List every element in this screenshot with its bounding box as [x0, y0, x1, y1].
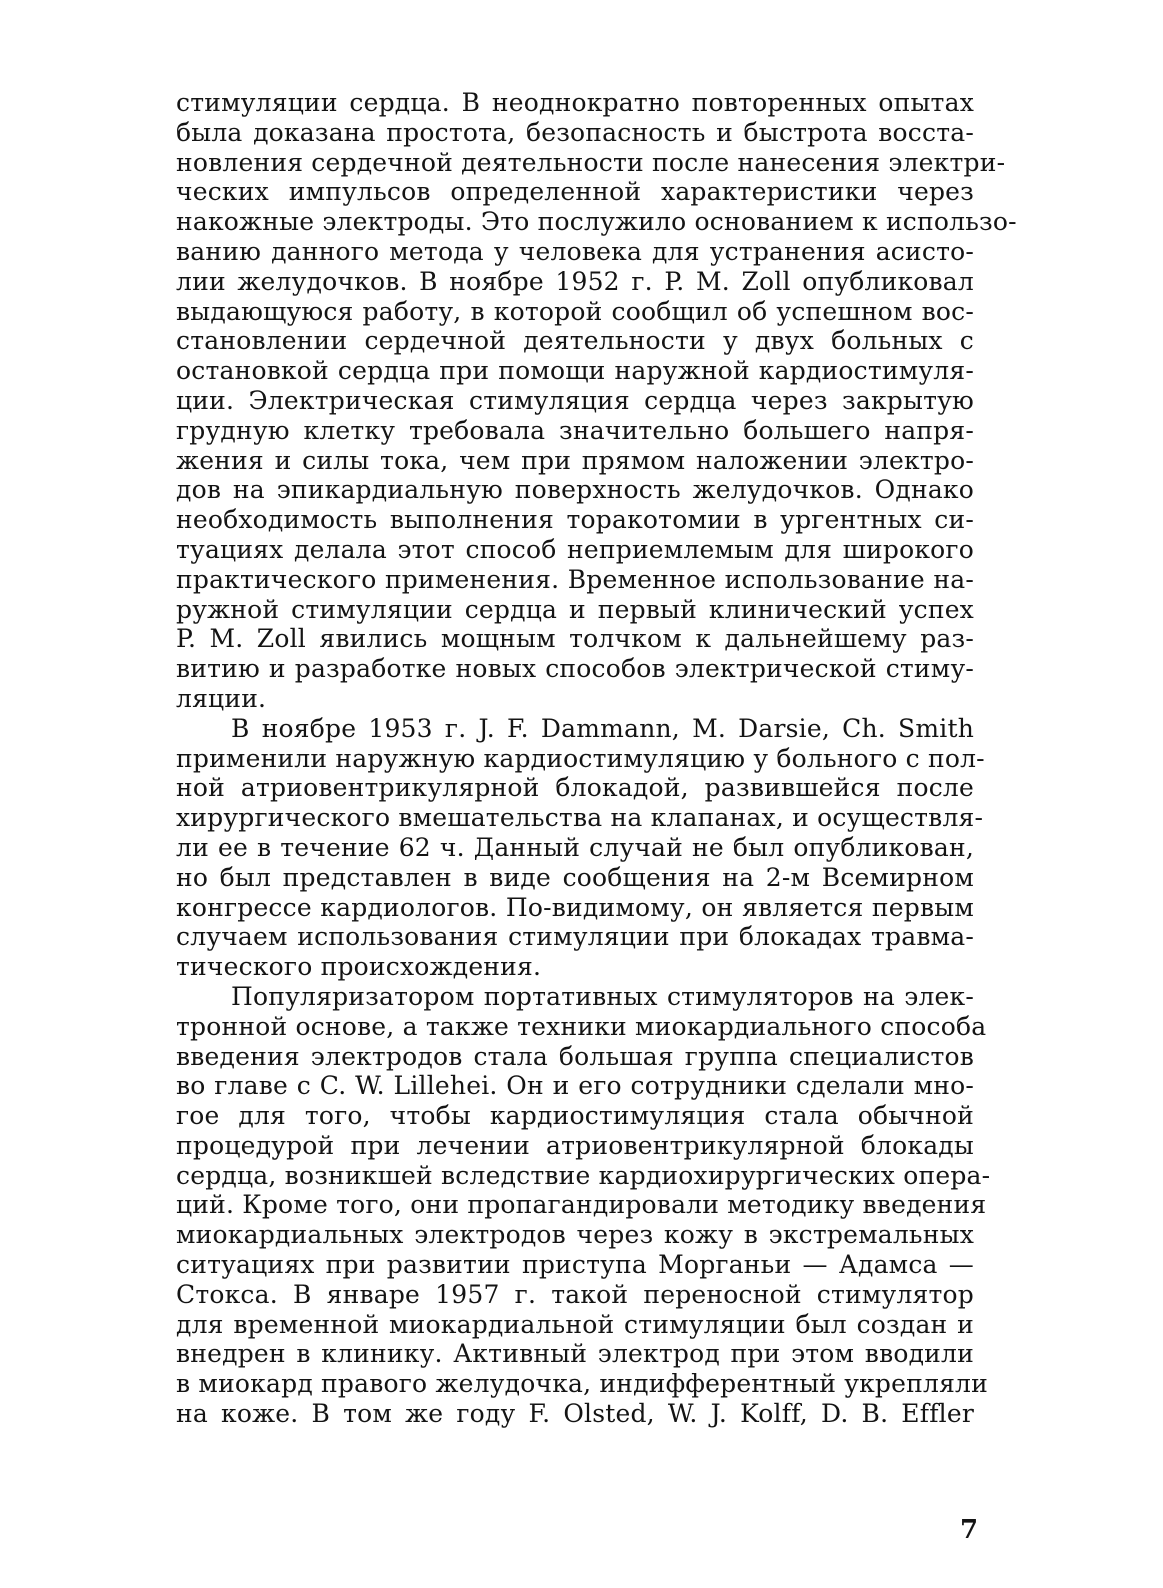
text-line: ции. Электрическая стимуляция сердца через закрытую [176, 385, 974, 415]
text-line: тронной основе, а также техники миокардиального способа [176, 1011, 987, 1041]
text-line: случаем использования стимуляции при блокадах травма- [176, 922, 974, 952]
text-line: стимуляции сердца. В неоднократно повторенных опытах [176, 88, 974, 117]
text-line: становлении сердечной деятельности у двух больных с [176, 326, 974, 356]
text-line: внедрен в клинику. Активный электрод при этом вводили [176, 1339, 974, 1369]
text-line: сердца, возникшей вследствие кардиохирургических опера- [176, 1160, 991, 1190]
text-line: лии желудочков. В ноябре 1952 г. P. M. Zoll опубликовал [176, 266, 974, 296]
text-line: Стокса. В январе 1957 г. такой переносной стимулятор [176, 1279, 974, 1309]
text-line: но был представлен в виде сообщения на 2-м Всемирном [176, 862, 974, 892]
text-line: введения электродов стала большая группа специалистов [176, 1041, 974, 1071]
text-line: P. M. Zoll явились мощным толчком к дальнейшему раз- [176, 624, 974, 654]
paragraph-start-line: Популяризатором портативных стимуляторов на элек- [231, 981, 974, 1011]
page-number: 7 [960, 1515, 979, 1545]
text-line: ружной стимуляции сердца и первый клинический успех [176, 594, 974, 624]
text-line: для временной миокардиальной стимуляции был создан и [176, 1309, 974, 1339]
body-text [176, 88, 1017, 1429]
text-line: на коже. В том же году F. Olsted, W. J. Kolff, D. B. Effler [176, 1399, 974, 1429]
text-line: процедурой при лечении атриовентрикулярной блокады [176, 1130, 974, 1160]
text-line: ческих импульсов определенной характеристики через [176, 177, 974, 207]
text-line: витию и разработке новых способов электрической стиму- [176, 654, 974, 684]
text-line: дов на эпикардиальную поверхность желудочков. Однако [176, 475, 974, 505]
text-line: ванию данного метода у человека для устранения асисто- [176, 236, 974, 266]
text-line: практического применения. Временное использование на- [176, 564, 974, 594]
text-line: накожные электроды. Это послужило основанием к использо- [176, 207, 1017, 237]
text-line: во главе с C. W. Lillehei. Он и его сотрудники сделали мно- [176, 1071, 974, 1101]
text-line: новления сердечной деятельности после нанесения электри- [176, 147, 1006, 177]
text-line: гое для того, чтобы кардиостимуляция стала обычной [176, 1101, 974, 1131]
text-line: жения и силы тока, чем при прямом наложении электро- [176, 445, 974, 475]
text-line: применили наружную кардиостимуляцию у больного с пол- [176, 743, 985, 773]
text-line: туациях делала этот способ неприемлемым для широкого [176, 534, 974, 564]
text-line: ли ее в течение 62 ч. Данный случай не был опубликован, [176, 832, 974, 862]
text-line: ций. Кроме того, они пропагандировали методику введения [176, 1190, 987, 1220]
text-line: была доказана простота, безопасность и быстрота восста- [176, 117, 974, 147]
text-line: остановкой сердца при помощи наружной кардиостимуля- [176, 356, 974, 386]
text-line: грудную клетку требовала значительно большего напря- [176, 415, 974, 445]
text-line: необходимость выполнения торакотомии в ургентных си- [176, 505, 974, 535]
text-line: выдающуюся работу, в которой сообщил об успешном вос- [176, 296, 974, 326]
text-line: конгрессе кардиологов. По-видимому, он является первым [176, 892, 974, 922]
text-line: в миокард правого желудочка, индифферентный укрепляли [176, 1369, 988, 1399]
paragraph-start-line: В ноябре 1953 г. J. F. Dammann, M. Darsie, Ch. Smith [231, 713, 974, 743]
text-line: миокардиальных электродов через кожу в экстремальных [176, 1220, 974, 1250]
paragraph-end-line: ляции. [176, 683, 267, 713]
text-line: ситуациях при развитии приступа Морганьи — Адамса — [176, 1250, 974, 1280]
text-line: хирургического вмешательства на клапанах, и осуществля- [176, 803, 984, 833]
paragraph-end-line: тического происхождения. [176, 952, 542, 982]
text-line: ной атриовентрикулярной блокадой, развившейся после [176, 773, 974, 803]
